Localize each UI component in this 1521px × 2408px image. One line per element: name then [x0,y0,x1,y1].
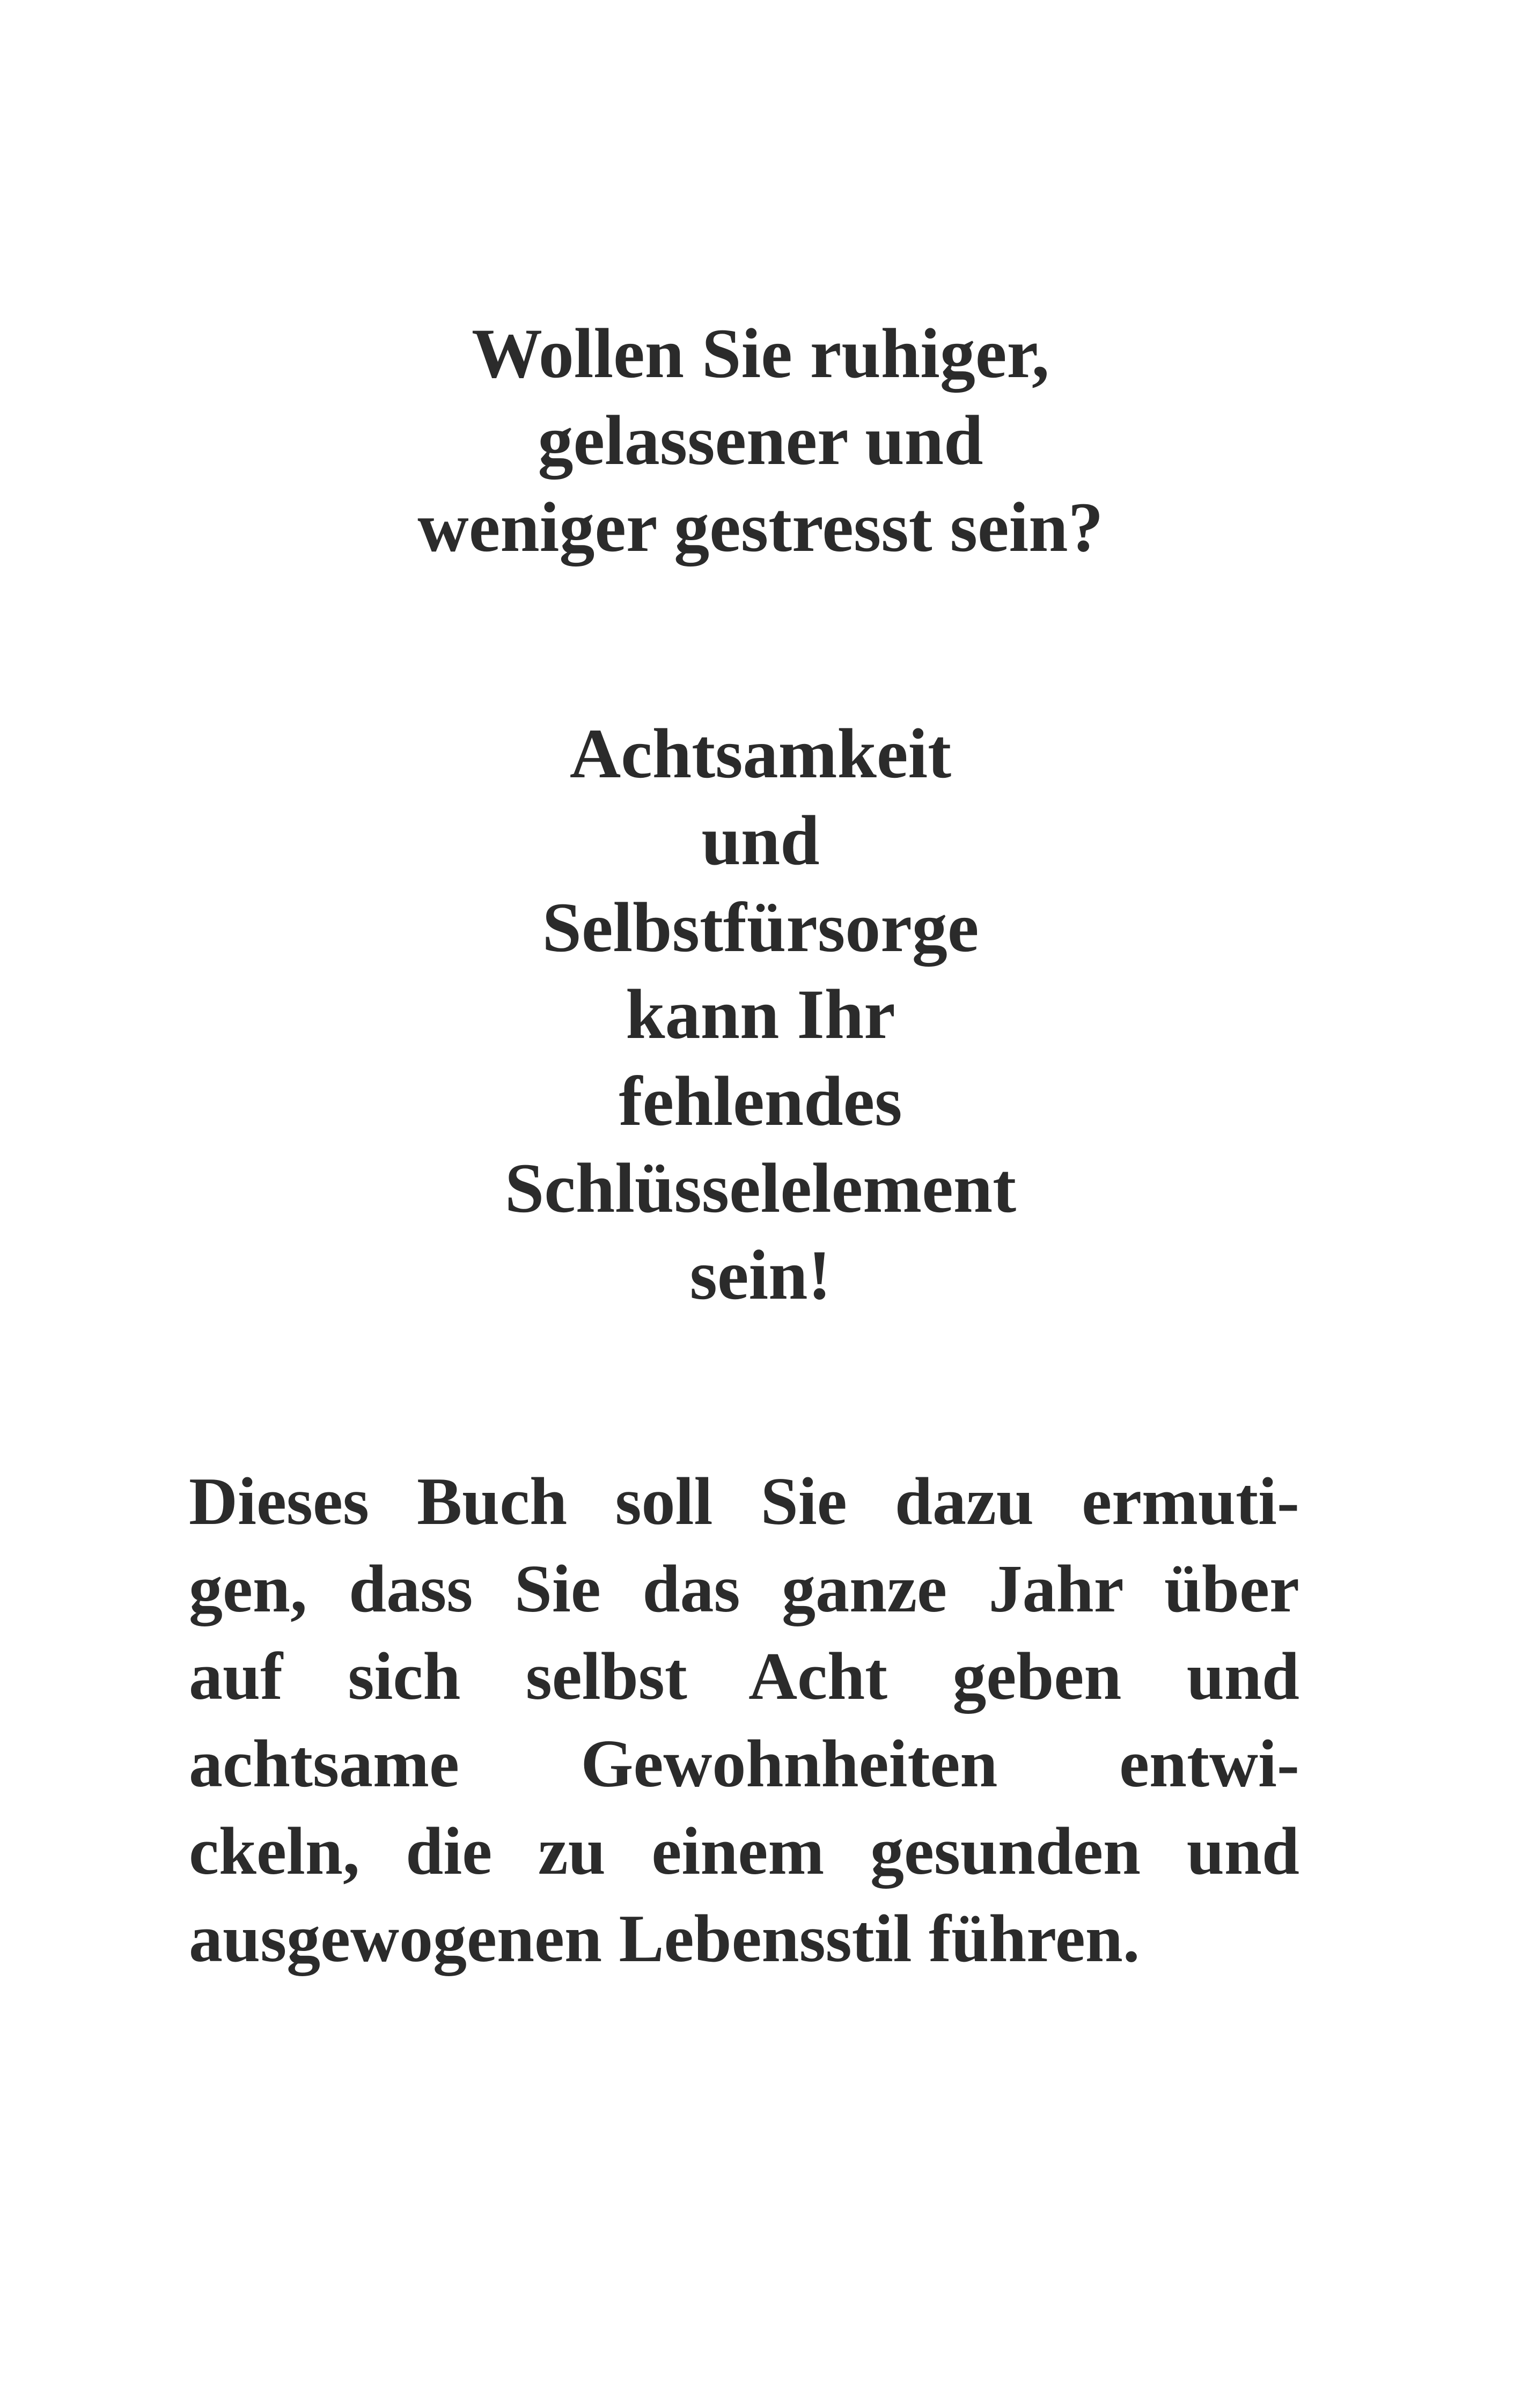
statement-line: und [701,801,820,880]
paragraph-line: ausgewogenen Lebensstil führen. [189,1902,1140,1976]
question-line: Wollen Sie ruhiger, [472,314,1049,393]
paragraph-line: Dieses Buch soll Sie dazu ermuti- [189,1464,1299,1539]
statement-heading [0,710,1521,1319]
paragraph-line: auf sich selbst Acht geben und [189,1639,1299,1714]
statement-line: sein! [689,1235,832,1314]
statement-line: kann Ihr [626,975,895,1054]
paragraph-line: achtsame Gewohnheiten entwi- [189,1727,1299,1801]
paragraph-line: gen, dass Sie das ganze Jahr über [189,1552,1299,1626]
statement-line: Selbstfürsorge [542,888,979,967]
statement-line: fehlendes [619,1062,902,1140]
question-heading [0,310,1521,571]
statement-line: Achtsamkeit [569,714,952,793]
paragraph-line: ckeln, die zu einem gesunden und [189,1814,1299,1889]
description-paragraph [189,1458,1299,1983]
question-line: weniger gestresst sein? [417,488,1104,566]
statement-line: Schlüsselelement [504,1148,1017,1227]
question-line: gelassener und [538,401,983,480]
